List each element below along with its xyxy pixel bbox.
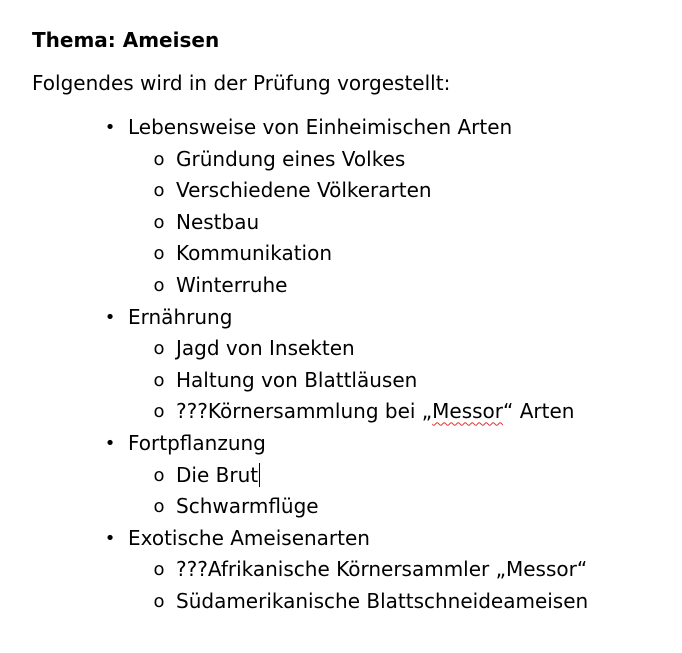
circle-bullet-icon: o bbox=[153, 559, 165, 581]
list-item-fortpflanzung[interactable] bbox=[0, 428, 682, 460]
list-item-label: Fortpflanzung bbox=[128, 430, 266, 455]
bullet-icon: • bbox=[104, 306, 116, 328]
sub-list-item[interactable] bbox=[0, 175, 682, 207]
sub-list-item-label: Haltung von Blattläusen bbox=[176, 367, 418, 392]
list-item-label: Exotische Ameisenarten bbox=[128, 525, 370, 550]
sub-list-item-label: Winterruhe bbox=[176, 272, 288, 297]
sub-list-item[interactable] bbox=[0, 365, 682, 397]
sub-list-item[interactable] bbox=[0, 586, 682, 618]
text-run: Die Brut bbox=[176, 462, 259, 487]
circle-bullet-icon: o bbox=[153, 243, 165, 265]
list-item-ernaehrung[interactable] bbox=[0, 302, 682, 334]
sub-list-item-label: Schwarmflüge bbox=[176, 494, 319, 519]
sub-list-item[interactable] bbox=[0, 207, 682, 239]
sub-list-item-label bbox=[176, 460, 260, 492]
list-item-lebensweise[interactable] bbox=[0, 112, 682, 144]
sub-list-item[interactable] bbox=[0, 144, 682, 176]
circle-bullet-icon: o bbox=[153, 496, 165, 518]
list-item-label: Ernährung bbox=[128, 304, 233, 329]
list-item-label: Lebensweise von Einheimischen Arten bbox=[128, 115, 513, 139]
sub-list-item[interactable] bbox=[0, 333, 682, 365]
text-run: ???Körnersammlung bei „ bbox=[176, 399, 433, 424]
text-cursor bbox=[259, 463, 260, 487]
circle-bullet-icon: o bbox=[153, 590, 165, 612]
sub-list-item[interactable] bbox=[0, 396, 682, 428]
sub-list-item-label: Nestbau bbox=[176, 209, 260, 234]
bullet-list bbox=[0, 112, 682, 618]
sub-list-item[interactable] bbox=[0, 238, 682, 270]
sub-list-item[interactable] bbox=[0, 554, 682, 586]
circle-bullet-icon: o bbox=[153, 369, 165, 391]
circle-bullet-icon: o bbox=[153, 211, 165, 233]
sub-list-item-label: Jagd von Insekten bbox=[176, 336, 355, 361]
sub-list-item-label: Kommunikation bbox=[176, 241, 333, 266]
circle-bullet-icon: o bbox=[153, 180, 165, 202]
text-run: “ Arten bbox=[503, 399, 575, 424]
list-item-exotische-arten[interactable] bbox=[0, 523, 682, 555]
intro-paragraph[interactable]: Folgendes wird in der Prüfung vorgestellt: bbox=[32, 71, 451, 95]
sub-list-item-label: Gründung eines Volkes bbox=[176, 146, 406, 171]
circle-bullet-icon: o bbox=[153, 464, 165, 486]
sub-list-item[interactable] bbox=[0, 491, 682, 523]
sub-list-item[interactable] bbox=[0, 460, 682, 492]
sub-list-item-label: Südamerikanische Blattschneideameisen bbox=[176, 588, 589, 613]
bullet-icon: • bbox=[104, 432, 116, 454]
sub-list-item[interactable] bbox=[0, 270, 682, 302]
circle-bullet-icon: o bbox=[153, 401, 165, 423]
sub-list-item-label: Verschiedene Völkerarten bbox=[176, 178, 432, 203]
circle-bullet-icon: o bbox=[153, 338, 165, 360]
document-title[interactable]: Thema: Ameisen bbox=[32, 28, 220, 52]
sub-list-item-label bbox=[176, 396, 574, 428]
circle-bullet-icon: o bbox=[153, 274, 165, 296]
spellcheck-flagged-word[interactable]: Messor bbox=[432, 399, 504, 424]
sub-list-item-label: ???Afrikanische Körnersammler „Messor“ bbox=[176, 557, 588, 582]
bullet-icon: • bbox=[104, 527, 116, 549]
bullet-icon: • bbox=[104, 117, 116, 138]
circle-bullet-icon: o bbox=[153, 148, 165, 170]
